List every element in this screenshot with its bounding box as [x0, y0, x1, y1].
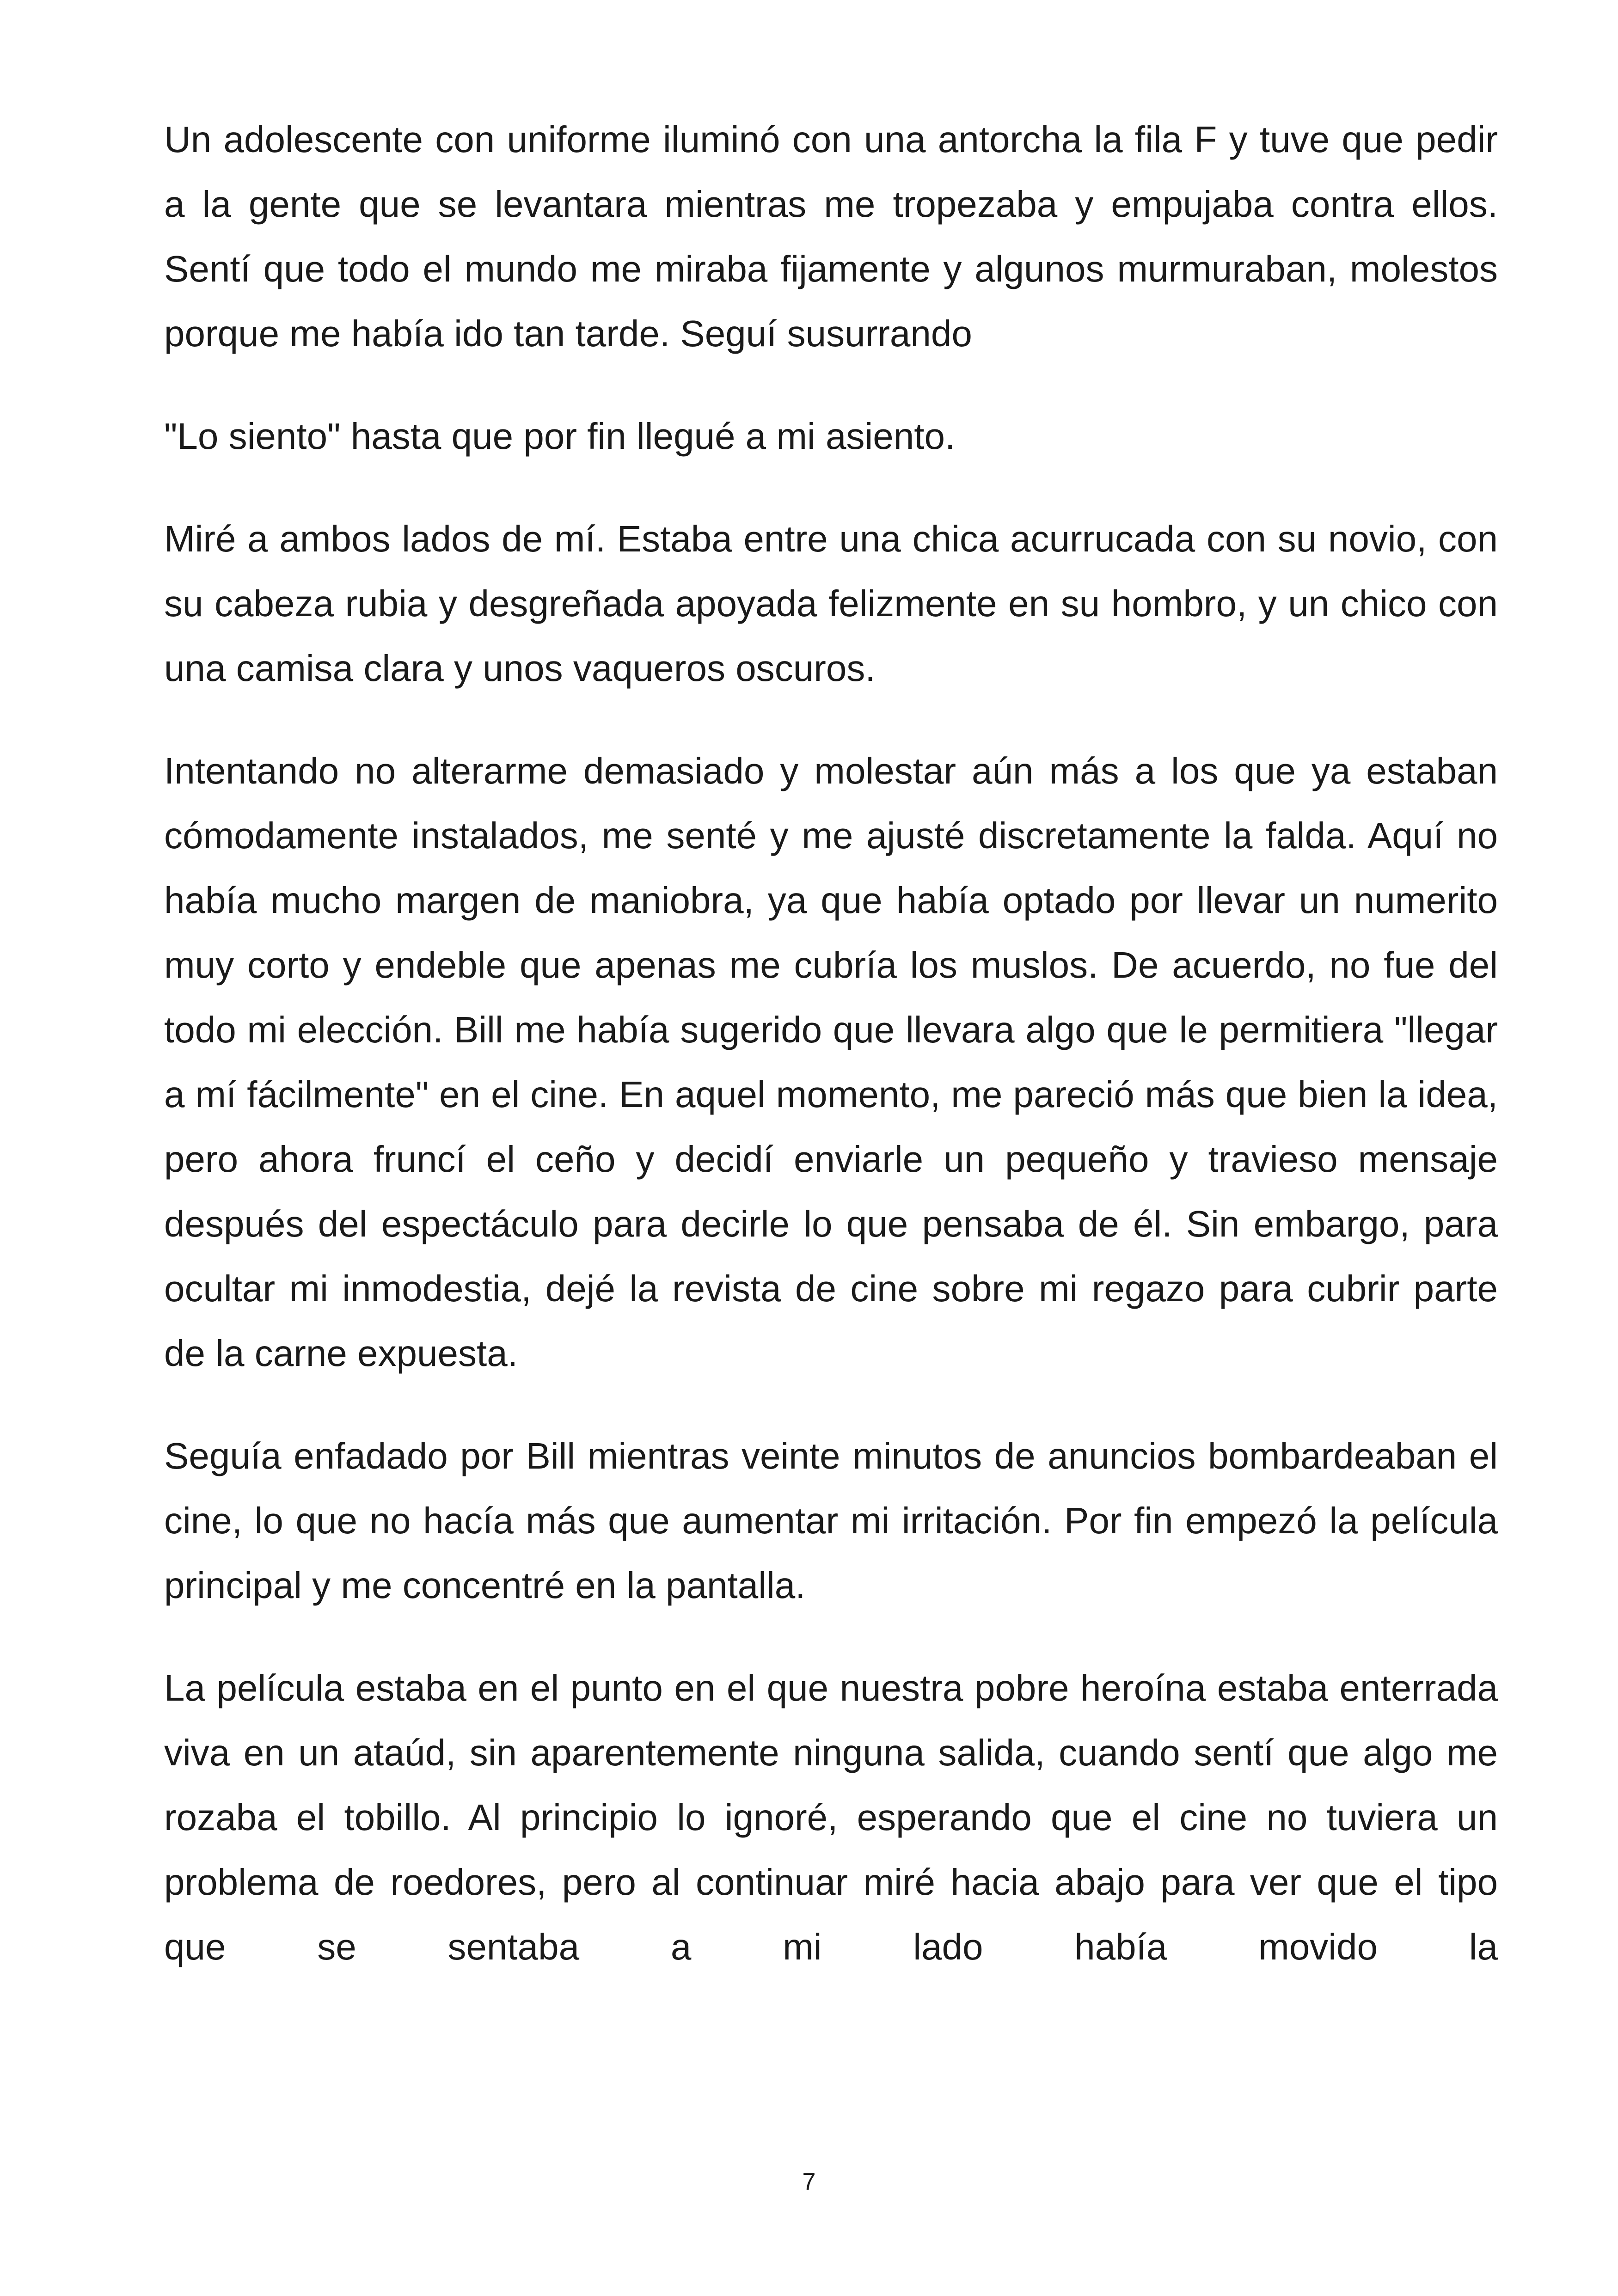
body-text [164, 107, 1498, 1979]
paragraph-1: Un adolescente con uniforme iluminó con una antorcha la fila F y tuve que pedir a la gente que se levantara mientras me tropezaba y empujaba contra ellos. Sentí que todo el mundo me miraba fijamente y algunos murmuraban, molestos porque me había ido tan tarde. Seguí susurrando [164, 119, 1498, 354]
paragraph-4: Intentando no alterarme demasiado y molestar aún más a los que ya estaban cómodamente instalados, me senté y me ajusté discretamente la falda. Aquí no había mucho margen de maniobra, ya que había optado por llevar un numerito muy corto y endeble que apenas me cubría los muslos. De acuerdo, no fue del todo mi elección. Bill me había sugerido que llevara algo que le permitiera "llegar a mí fácilmente" en el cine. En aquel momento, me pareció más que bien la idea, pero ahora fruncí el ceño y decidí enviarle un pequeño y travieso mensaje después del espectáculo para decirle lo que pensaba de él. Sin embargo, para ocultar mi inmodestia, dejé la revista de cine sobre mi regazo para cubrir parte de la carne expuesta. [164, 750, 1498, 1374]
paragraph-5: Seguía enfadado por Bill mientras veinte minutos de anuncios bombardeaban el cine, lo que no hacía más que aumentar mi irritación. Por fin empezó la película principal y me concentré en la pantalla. [164, 1435, 1498, 1606]
paragraph-3: Miré a ambos lados de mí. Estaba entre una chica acurrucada con su novio, con su cabeza rubia y desgreñada apoyada felizmente en su hombro, y un chico con una camisa clara y unos vaqueros oscuros. [164, 518, 1498, 689]
paragraph-6: La película estaba en el punto en el que nuestra pobre heroína estaba enterrada viva en un ataúd, sin aparentemente ninguna salida, cuando sentí que algo me rozaba el tobillo. Al principio lo ignoré, esperando que el cine no tuviera un problema de roedores, pero al continuar miré hacia abajo para ver que el tipo que se sentaba a mi lado había movido la [164, 1667, 1498, 1967]
paragraph-2: "Lo siento" hasta que por fin llegué a mi asiento. [164, 416, 956, 457]
page-number: 7 [802, 2168, 816, 2195]
